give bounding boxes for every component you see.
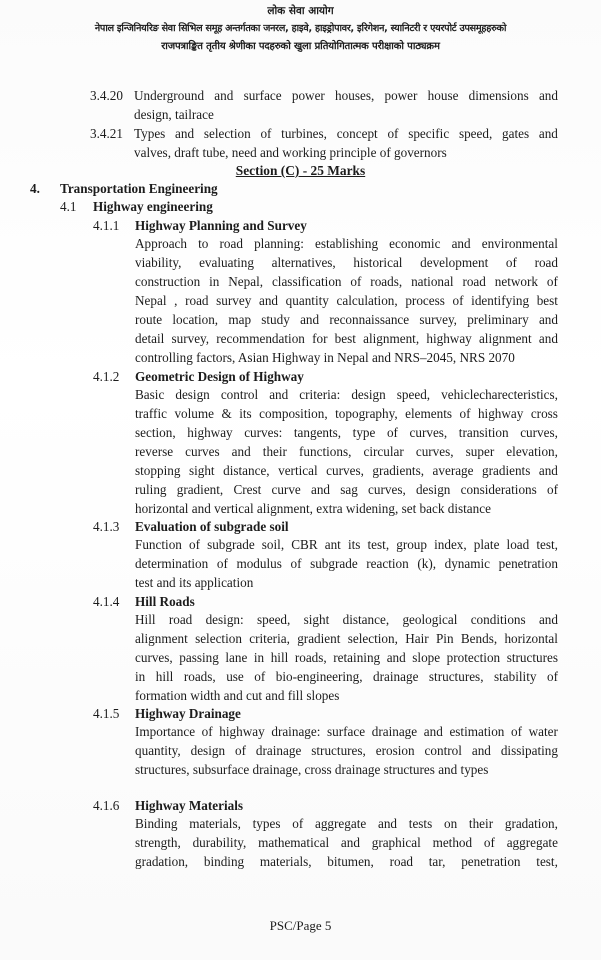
word: geological — [402, 612, 458, 627]
word: conditions — [470, 612, 526, 627]
word: historical — [353, 255, 403, 270]
word: specific — [408, 126, 450, 141]
topic-number: 4.1.4 — [93, 594, 120, 609]
word: vehiclecharecteristics, — [441, 387, 558, 402]
header-exam-title: राजपत्राङ्कित तृतीय श्रेणीका पदहरुको खुला प्रतियोगितात्मक परीक्षाको पाठ्यक्रम — [161, 41, 440, 52]
word: preliminary — [467, 312, 529, 327]
text-line: formation width and cut and fill slopes — [135, 688, 340, 703]
word: , — [174, 293, 178, 308]
word: and — [538, 331, 558, 346]
word: structures — [506, 650, 558, 665]
text-line — [135, 536, 558, 554]
text-line — [135, 254, 558, 272]
word: drainage — [373, 669, 419, 684]
text-line — [135, 235, 558, 253]
word: reverse — [135, 444, 174, 459]
text-line — [135, 424, 558, 442]
word: group — [396, 537, 427, 552]
text-line — [135, 611, 558, 629]
word: gradation, — [135, 854, 189, 869]
word: of — [234, 743, 246, 758]
word: hill — [270, 650, 289, 665]
word: section, — [135, 425, 176, 440]
chapter-number: 4. — [30, 181, 40, 196]
word: mathematical — [258, 835, 330, 850]
word: aggregate — [506, 835, 558, 850]
topic-title: Evaluation of subgrade soil — [135, 519, 289, 534]
word: gradients, — [372, 463, 425, 478]
word: of — [188, 537, 200, 552]
word: road — [389, 854, 414, 869]
word: Basic — [135, 387, 165, 402]
word: tar, — [428, 854, 446, 869]
word: road — [168, 612, 193, 627]
word: map — [228, 312, 252, 327]
word: highway — [477, 406, 524, 421]
word: structures, — [428, 669, 484, 684]
topic-number: 4.1.2 — [93, 369, 120, 384]
word: volume — [174, 406, 215, 421]
word: of — [546, 669, 558, 684]
word: establishing — [315, 236, 379, 251]
word: passing — [179, 650, 219, 665]
word: reaction — [366, 556, 409, 571]
word: and — [377, 816, 398, 831]
word: and — [538, 126, 558, 141]
word: determination — [135, 556, 209, 571]
word: design — [351, 387, 386, 402]
word: speed, — [458, 126, 493, 141]
word: use — [226, 669, 244, 684]
word: gradient, — [176, 482, 224, 497]
word: considerations — [460, 482, 537, 497]
topic-number: 4.1.6 — [93, 798, 120, 813]
word: Approach — [135, 236, 187, 251]
word: in — [253, 650, 265, 665]
word: drainage: — [271, 724, 321, 739]
word: test, — [536, 537, 558, 552]
word: route — [135, 312, 163, 327]
word: tangents, — [293, 425, 342, 440]
word: concept — [336, 126, 378, 141]
word: survey — [216, 293, 252, 308]
item-number: 3.4.21 — [90, 126, 123, 141]
word: of — [483, 835, 495, 850]
word: of — [216, 556, 228, 571]
word: Nepal, — [228, 274, 264, 289]
word: method — [432, 835, 473, 850]
word: bio-engineering, — [275, 669, 363, 684]
word: and — [471, 743, 491, 758]
word: of — [459, 406, 471, 421]
word: house — [427, 88, 459, 103]
word: study — [261, 312, 290, 327]
word: aggregate — [314, 816, 367, 831]
word: test, — [536, 854, 558, 869]
word: and — [300, 312, 320, 327]
text-line: controlling factors, Asian Highway in Nepal and NRS–2045, NRS 2070 — [135, 350, 515, 365]
word: of — [254, 669, 266, 684]
topic-title: Highway Materials — [135, 798, 244, 813]
word: structures, — [311, 743, 366, 758]
word: reconnaissance — [329, 312, 410, 327]
word: erosion — [375, 743, 415, 758]
word: dynamic — [444, 556, 491, 571]
word: curves, — [520, 425, 558, 440]
word: design — [175, 387, 210, 402]
word: curves, — [415, 444, 454, 459]
word: soil, — [261, 537, 285, 552]
word: road — [462, 274, 486, 289]
word: and — [386, 650, 406, 665]
word: binding — [203, 854, 245, 869]
word: Underground — [134, 88, 205, 103]
word: in — [135, 669, 146, 684]
text-line — [135, 815, 558, 833]
topic-title: Highway Planning and Survey — [135, 218, 307, 233]
word: control — [220, 387, 259, 402]
word: surface — [327, 724, 366, 739]
text-line — [134, 125, 558, 143]
word: their — [468, 816, 494, 831]
word: national — [411, 274, 454, 289]
text-line — [135, 330, 558, 348]
word: materials, — [189, 816, 241, 831]
text-line — [135, 481, 558, 499]
word: durability, — [192, 835, 247, 850]
text-line — [135, 649, 558, 667]
word: design — [415, 482, 451, 497]
word: turbines, — [281, 126, 327, 141]
word: of — [546, 482, 558, 497]
word: lane — [225, 650, 248, 665]
word: super — [465, 444, 495, 459]
word: environmental — [481, 236, 558, 251]
page-footer: PSC/Page 5 — [269, 918, 332, 933]
word: construction — [135, 274, 201, 289]
word: curves, — [135, 650, 173, 665]
header-service-group: नेपाल इन्जिनियरिङ सेवा सिभिल समूह अन्तर्गतका जनरल, हाइवे, हाइड्रोपावर, इरिगेशन, स्यानिटरी र एयरपोर्ट उपसमूहहरुको — [94, 23, 507, 34]
word: dimensions — [468, 88, 529, 103]
subsection-title: Highway engineering — [93, 199, 213, 214]
topic-title: Highway Drainage — [135, 706, 241, 721]
word: stability — [493, 669, 537, 684]
word: speed, — [396, 387, 431, 402]
word: and — [175, 126, 195, 141]
word: curve — [271, 482, 301, 497]
text-line — [135, 853, 558, 871]
word: economic — [389, 236, 441, 251]
word: in — [209, 274, 220, 289]
word: and — [231, 444, 251, 459]
word: Function — [135, 537, 182, 552]
word: criteria, — [249, 631, 290, 646]
word: ruling — [135, 482, 167, 497]
word: alternatives, — [271, 255, 336, 270]
word: and — [269, 387, 289, 402]
word: surface — [243, 88, 282, 103]
word: and — [451, 236, 471, 251]
word: functions, — [299, 444, 352, 459]
topic-title: Geometric Design of Highway — [135, 369, 304, 384]
word: subgrade — [310, 556, 358, 571]
word: subgrade — [207, 537, 255, 552]
word: retaining — [333, 650, 381, 665]
text-line — [135, 273, 558, 291]
text-line — [135, 668, 558, 686]
word: alignment — [478, 331, 532, 346]
word: selection, — [347, 631, 398, 646]
word: curves, — [326, 463, 364, 478]
word: traffic — [135, 406, 167, 421]
word: plate — [473, 537, 500, 552]
word: its — [347, 537, 361, 552]
word: alignment — [135, 631, 188, 646]
word: index, — [434, 537, 467, 552]
word: penetration — [461, 854, 521, 869]
word: their — [262, 444, 287, 459]
text-line: design, tailrace — [134, 107, 214, 122]
word: Pin — [435, 631, 454, 646]
word: identifying — [471, 293, 530, 308]
word: design: — [205, 612, 244, 627]
word: materials, — [259, 854, 312, 869]
word: of — [386, 425, 398, 440]
word: load — [506, 537, 530, 552]
word: power — [291, 88, 325, 103]
text-line — [135, 834, 558, 852]
subsection-number: 4.1 — [60, 199, 77, 214]
word: of — [292, 816, 304, 831]
word: slope — [412, 650, 441, 665]
word: quantity, — [135, 743, 181, 758]
word: test, — [367, 537, 390, 552]
word: and — [423, 724, 443, 739]
word: location, — [172, 312, 219, 327]
word: design — [190, 743, 226, 758]
text-line — [135, 292, 558, 310]
word: planning: — [254, 236, 304, 251]
text-line — [135, 555, 558, 573]
word: horizontal — [504, 631, 558, 646]
word: classification — [271, 274, 342, 289]
word: & — [221, 406, 232, 421]
word: graphical — [371, 835, 421, 850]
word: for — [312, 331, 328, 346]
word: Importance — [135, 724, 196, 739]
word: Bends, — [460, 631, 498, 646]
word: modulus — [236, 556, 282, 571]
word: viability, — [135, 255, 182, 270]
word: distance, — [342, 612, 390, 627]
word: network — [494, 274, 538, 289]
word: and — [538, 463, 558, 478]
word: protection — [446, 650, 501, 665]
word: estimation — [449, 724, 505, 739]
word: elevation, — [506, 444, 558, 459]
word: highway — [187, 425, 233, 440]
text-line: horizontal and vertical alignment, extra widening, set back distance — [135, 501, 491, 516]
word: of — [546, 274, 558, 289]
word: Crest — [233, 482, 262, 497]
word: dissipating — [500, 743, 558, 758]
word: and — [538, 612, 558, 627]
word: Hill — [135, 612, 156, 627]
word: on — [443, 816, 458, 831]
text-line — [134, 87, 558, 105]
word: survey, — [419, 312, 457, 327]
word: evaluating — [199, 255, 254, 270]
word: detail — [135, 331, 165, 346]
word: sight — [188, 463, 215, 478]
word: of — [511, 724, 523, 739]
word: of — [505, 255, 517, 270]
word: recommendation — [216, 331, 305, 346]
word: sight — [303, 612, 330, 627]
topic-number: 4.1.5 — [93, 706, 120, 721]
text-line — [135, 630, 558, 648]
word: drainage — [255, 743, 302, 758]
text-line — [135, 462, 558, 480]
topic-number: 4.1.1 — [93, 218, 120, 233]
word: Nepal — [135, 293, 167, 308]
word: survey, — [171, 331, 210, 346]
word: Hair — [405, 631, 429, 646]
word: ant — [324, 537, 341, 552]
word: roads, — [294, 650, 327, 665]
word: curves: — [244, 425, 283, 440]
word: of — [387, 126, 399, 141]
word: penetration — [498, 556, 558, 571]
word: of — [201, 724, 213, 739]
word: curves, — [368, 482, 406, 497]
topic-number: 4.1.3 — [93, 519, 120, 534]
word: curves — [185, 444, 220, 459]
text-line: structures, subsurface drainage, cross drainage structures and types — [135, 762, 489, 777]
word: and — [340, 835, 360, 850]
word: speed, — [257, 612, 291, 627]
word: alignment, — [363, 331, 420, 346]
text-line — [135, 405, 558, 423]
text-line: test and its application — [135, 575, 254, 590]
word: and — [310, 482, 331, 497]
word: cross — [530, 406, 558, 421]
word: and — [214, 88, 234, 103]
word: quantity — [285, 293, 329, 308]
word: gradient — [297, 631, 341, 646]
text-line — [135, 443, 558, 461]
word: hill — [155, 669, 174, 684]
word: gradation, — [504, 816, 558, 831]
word: highway — [219, 724, 265, 739]
word: calculation, — [336, 293, 398, 308]
word: selection — [203, 126, 251, 141]
word: types — [252, 816, 281, 831]
word: roads, — [183, 669, 216, 684]
word: and — [258, 293, 279, 308]
word: (k), — [417, 556, 437, 571]
word: type — [352, 425, 376, 440]
word: control — [424, 743, 462, 758]
word: gradients — [482, 463, 531, 478]
word: Types — [134, 126, 166, 141]
chapter-title: Transportation Engineering — [60, 181, 218, 196]
word: drainage — [371, 724, 418, 739]
word: process — [405, 293, 445, 308]
word: Binding — [135, 816, 178, 831]
word: circular — [363, 444, 404, 459]
word: its — [239, 406, 252, 421]
word: composition, — [259, 406, 328, 421]
word: elements — [405, 406, 452, 421]
word: water — [528, 724, 558, 739]
word: bitumen, — [327, 854, 374, 869]
word: of — [290, 556, 302, 571]
text-line — [135, 723, 558, 741]
word: stopping — [135, 463, 181, 478]
word: vertical — [278, 463, 318, 478]
word: power — [384, 88, 418, 103]
word: curves, — [409, 425, 448, 440]
word: to — [198, 236, 209, 251]
word: gates — [502, 126, 530, 141]
word: road — [185, 293, 209, 308]
item-number: 3.4.20 — [90, 88, 123, 103]
word: topography, — [335, 406, 398, 421]
word: transition — [458, 425, 509, 440]
header-commission-name: लोक सेवा आयोग — [267, 5, 334, 17]
word: and — [538, 88, 558, 103]
section-heading: Section (C) - 25 Marks — [235, 163, 366, 178]
word: development — [420, 255, 489, 270]
word: average — [432, 463, 474, 478]
word: houses, — [335, 88, 375, 103]
topic-title: Hill Roads — [135, 594, 195, 609]
text-line: valves, draft tube, need and working principle of governors — [134, 145, 447, 160]
word: and — [538, 312, 558, 327]
word: criteria: — [299, 387, 341, 402]
word: highway — [426, 331, 472, 346]
word: of — [452, 293, 464, 308]
word: roads, — [370, 274, 403, 289]
text-line — [135, 386, 558, 404]
text-line — [135, 311, 558, 329]
word: of — [260, 126, 272, 141]
word: road — [219, 236, 243, 251]
word: strength, — [135, 835, 181, 850]
word: tests — [408, 816, 433, 831]
word: best — [334, 331, 356, 346]
text-line — [135, 742, 558, 760]
word: distance, — [223, 463, 270, 478]
word: sag — [340, 482, 358, 497]
word: best — [536, 293, 558, 308]
word: of — [350, 274, 362, 289]
word: CBR — [291, 537, 318, 552]
word: selection — [195, 631, 242, 646]
word: road — [534, 255, 558, 270]
